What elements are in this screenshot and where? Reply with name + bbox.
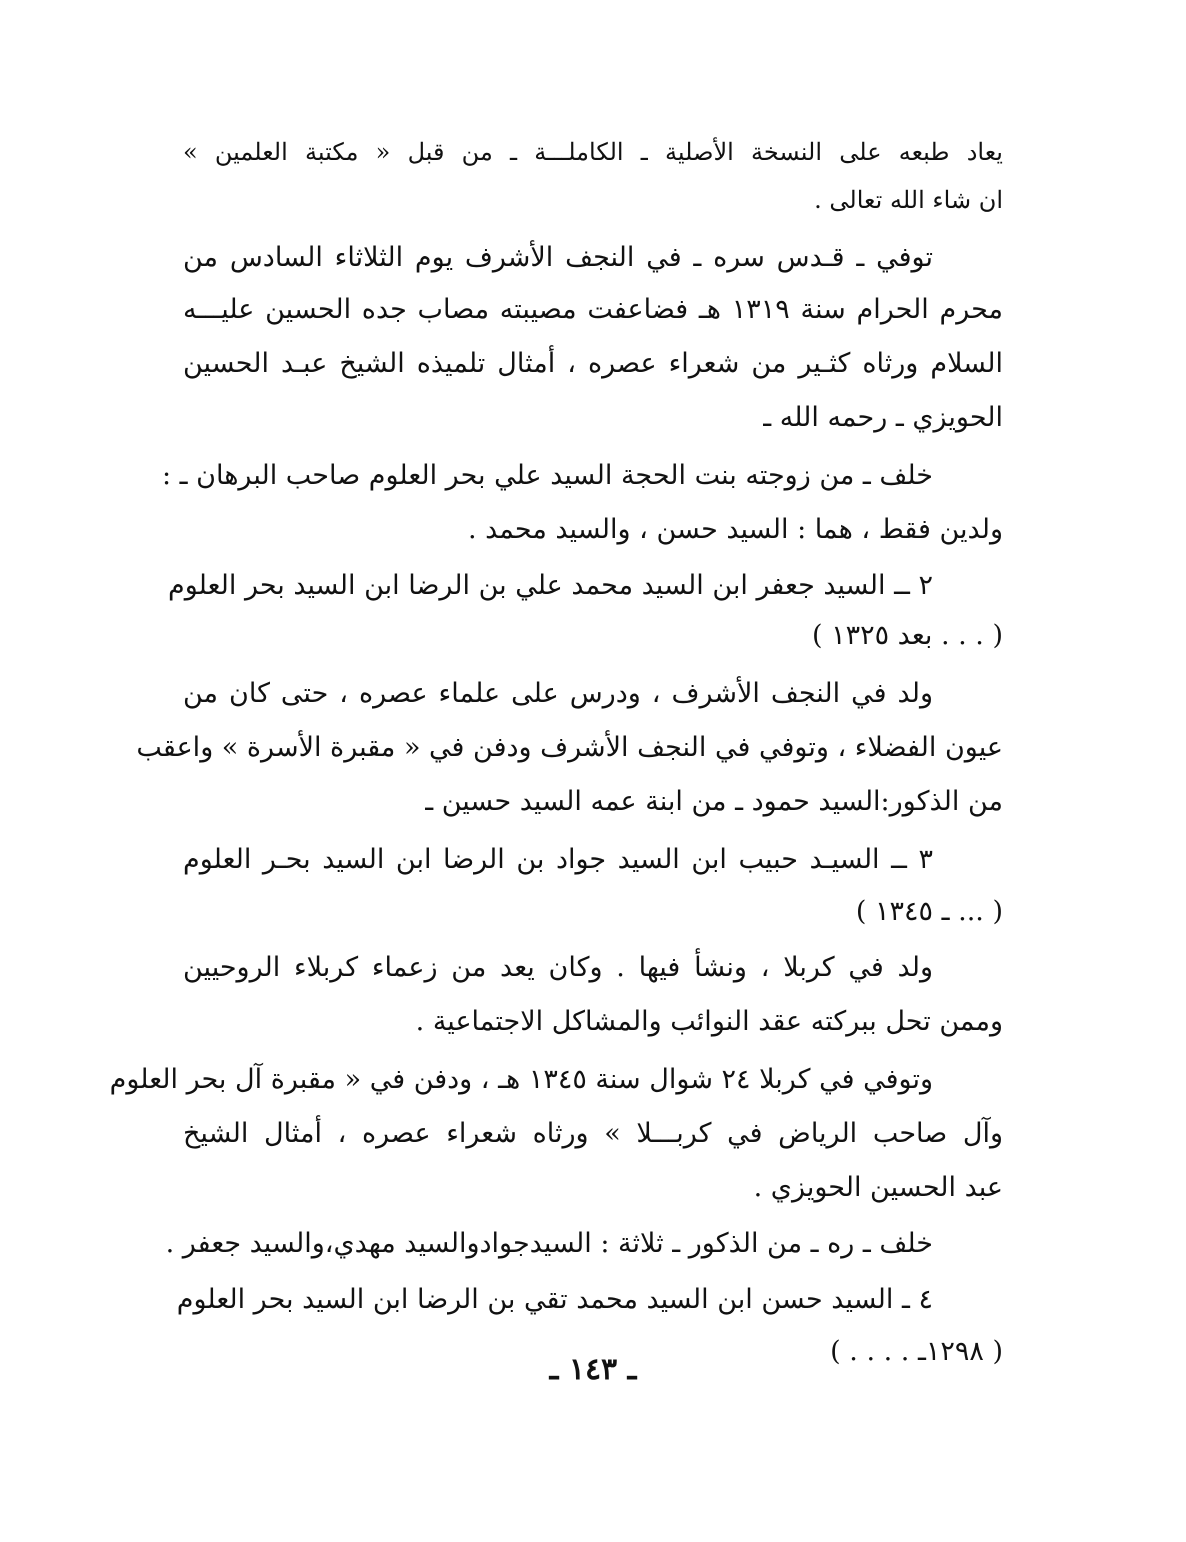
text-line: عيون الفضلاء ، وتوفي في النجف الأشرف ودفن في « مقبرة الأسرة » واعقب	[136, 732, 1003, 763]
entry-heading: ٤ ـ السيد حسن ابن السيد محمد تقي بن الرضا ابن السيد بحر العلوم	[176, 1284, 933, 1315]
text-line: عبد الحسين الحويزي .	[753, 1172, 1003, 1203]
text-line: الحويزي ـ رحمه الله ـ	[763, 402, 1003, 433]
entry-dates: ( . . . بعد ١٣٢٥ )	[811, 620, 1003, 651]
text-line: ولدين فقط ، هما : السيد حسن ، والسيد محمد .	[467, 514, 1003, 545]
text-line: خلف ـ ره ـ من الذكور ـ ثلاثة : السيدجوادوالسيد مهدي،والسيد جعفر .	[165, 1228, 933, 1259]
text-line: وممن تحل ببركته عقد النوائب والمشاكل الاجتماعية .	[415, 1006, 1003, 1037]
publisher-note-line: يعاد طبعه على النسخة الأصلية ـ الكاملـــة ـ من قبل « مكتبة العلمين »	[183, 138, 1003, 166]
entry-heading: ٣ ــ السيـد حبيب ابن السيد جواد بن الرضا ابن السيد بحـر العلوم	[183, 844, 933, 875]
entry-dates: ( ١٢٩٨ـ . . . . )	[830, 1336, 1003, 1367]
text-line: خلف ـ من زوجته بنت الحجة السيد علي بحر العلوم صاحب البرهان ـ :	[161, 460, 933, 491]
text-line: السلام ورثاه كثـير من شعراء عصره ، أمثال تلميذه الشيخ عبـد الحسين	[183, 348, 1003, 379]
text-line: وآل صاحب الرياض في كربـــلا » ورثاه شعراء عصره ، أمثال الشيخ	[183, 1118, 1003, 1149]
text-line: توفي ـ قـدس سره ـ في النجف الأشرف يوم الثلاثاء السادس من	[183, 242, 933, 273]
text-line: من الذكور:السيد حمود ـ من ابنة عمه السيد حسين ـ	[425, 786, 1003, 817]
page-number: ـ ١٤٣ ـ	[549, 1352, 637, 1387]
publisher-note-line: ان شاء الله تعالى .	[814, 186, 1003, 214]
text-line: ولد في النجف الأشرف ، ودرس على علماء عصره ، حتى كان من	[183, 678, 933, 709]
text-line: محرم الحرام سنة ١٣١٩ هـ فضاعفت مصيبته مصاب جده الحسين عليـــه	[183, 294, 1003, 325]
text-line: وتوفي في كربلا ٢٤ شوال سنة ١٣٤٥ هـ ، ودفن في « مقبرة آل بحر العلوم	[109, 1064, 933, 1095]
entry-dates: ( ... ـ ١٣٤٥ )	[855, 896, 1003, 927]
entry-heading: ٢ ــ السيد جعفر ابن السيد محمد علي بن الرضا ابن السيد بحر العلوم	[168, 570, 933, 601]
page-body-text	[109, 120, 1003, 1367]
text-line: ولد في كربلا ، ونشأ فيها . وكان يعد من زعماء كربلاء الروحيين	[183, 952, 933, 983]
